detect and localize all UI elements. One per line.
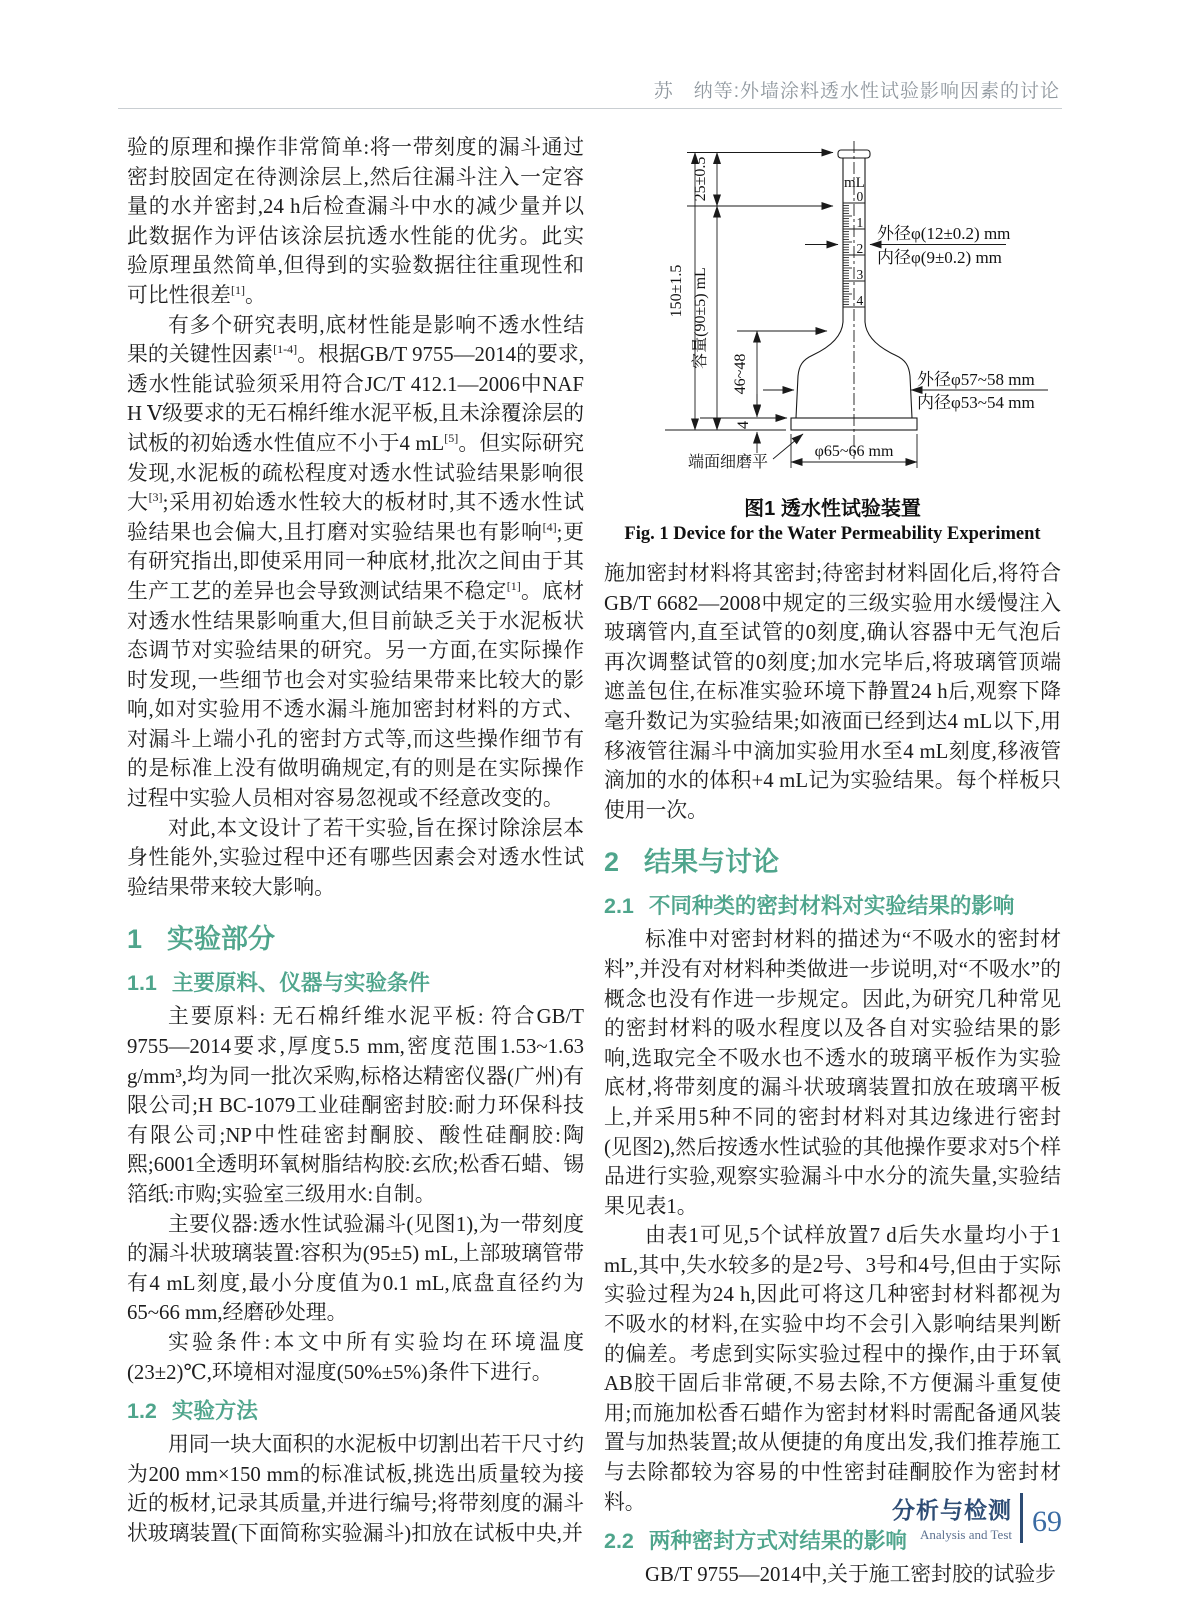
section-title: 两种密封方式对结果的影响 (648, 1529, 907, 1554)
dim-bell-inner: 内径φ53~54 mm (917, 393, 1035, 412)
header-rule (118, 108, 1062, 109)
section-number: 1 (127, 924, 143, 955)
figure-caption-en: Fig. 1 Device for the Water Permeability Experiment (624, 524, 1041, 544)
journal-name-en: Analysis and Test (919, 1527, 1012, 1542)
figure-1 (604, 133, 1061, 545)
section-heading-1-2 (127, 1394, 584, 1425)
tick-label-4: 4 (856, 293, 864, 308)
section-heading-2-1 (604, 889, 1061, 920)
paragraph: GB/T 9755—2014中,关于施工密封胶的试验步 (645, 1563, 1056, 1587)
dim-bell-height: 46~48 (732, 353, 749, 395)
ground-face-annotation (688, 434, 803, 471)
journal-footer (892, 1492, 1062, 1543)
paragraph: 施加密封材料将其密封;待密封材料固化后,将符合GB/T 6682—2008中规定的三级实验用水缓慢注入玻璃管内,直至试管的0刻度,确认容器中无气泡后再次调整试管的0刻度;加水完毕后,将玻璃管顶端遮盖包住,在标准实验环境下静置24 h后,观察下降毫升数记为实验结果;如液面已经到达4 mL以下,用移液管往漏斗中滴加实验用水至4 mL刻度,移液管滴加的水的体积+4 mL记为实验结果。每个样板只使用一次。 (604, 562, 1061, 822)
right-column (604, 133, 1061, 1590)
tick-label-1: 1 (856, 215, 864, 230)
left-column (127, 133, 584, 1549)
tube-diameter-annotation (805, 224, 1010, 267)
section-title: 实验部分 (167, 924, 276, 955)
section-title: 实验方法 (171, 1399, 258, 1424)
paragraph: 用同一块大面积的水泥板中切割出若干尺寸约为200 mm×150 mm的标准试板,挑选出质量较为接近的板材,记录其质量,并进行编号;将带刻度的漏斗状玻璃装置(下面简称实验漏斗)扣放在试板中央,并 (127, 1433, 584, 1545)
dim-base-diameter: φ65~66 mm (814, 443, 894, 460)
dim-overall-height: 150±1.5 (668, 264, 685, 318)
paragraph: 主要原料: 无石棉纤维水泥平板: 符合GB/T 9755—2014要求,厚度5.5 mm,密度范围1.53~1.63 g/mm³,均为同一批次采购,标格达精密仪器(广州)有限公司;H BC-1079工业硅酮密封胶:耐力环保科技有限公司;NP中性硅密封酮胶、酸性硅酮胶:陶熙;6001全透明环氧树脂结构胶:玄欣;松香石蜡、锡箔纸:市购;实验室三级用水:自制。 (127, 1005, 584, 1206)
section-number: 1.1 (127, 971, 157, 996)
tick-label-2: 2 (856, 241, 864, 256)
section-number: 1.2 (127, 1399, 157, 1424)
figure-caption-cn: 图1 透水性试验装置 (744, 498, 921, 520)
page-number: 69 (1032, 1504, 1062, 1538)
dim-capacity: 容量(90±5) mL (692, 267, 709, 369)
section-number: 2.1 (604, 894, 634, 919)
dim-top-section: 25±0.5 (692, 156, 709, 202)
dim-tube-inner: 内径φ(9±0.2) mm (877, 248, 1002, 267)
section-heading-2 (604, 840, 1061, 879)
tick-label-0: 0 (856, 189, 864, 204)
section-title: 主要原料、仪器与实验条件 (171, 971, 430, 996)
section-heading-1-1 (127, 966, 584, 997)
tick-label-3: 3 (856, 267, 864, 282)
ground-face-label: 端面细磨平 (688, 454, 769, 471)
paragraph: 由表1可见,5个试样放置7 d后失水量均小于1 mL,其中,失水较多的是2号、3号和4号,但由于实际实验过程为24 h,因此可将这几种密封材料都视为不吸水的材料,在实验中均不会引入影响结果判断的偏差。考虑到实际实验过程中的操作,由于环氧AB胶干固后非常硬,不易去除,不方便漏斗重复使用;而施加松香石蜡作为密封材料时需配备通风装置与加热装置;故从便捷的角度出发,我们推荐施工与去除都较为容易的中性密封硅酮胶作为密封材料。 (604, 1224, 1061, 1514)
section-heading-1 (127, 917, 584, 956)
paragraph: 有多个研究表明,底材性能是影响不透水性结果的关键性因素[1-4]。根据GB/T 9755—2014的要求,透水性能试验须采用符合JC/T 412.1—2006中NAF H Ⅴ级要求的无石棉纤维水泥平板,且未涂覆涂层的试板的初始透水性值应不小于4 mL[5]。但实际研究发现,水泥板的疏松程度对透水性试验结果影响很大[3];采用初始透水性较大的板材时,其不透水性试验结果也会偏大,且打磨对实验结果也有影响[4];更有研究指出,即使采用同一种底材,批次之间由于其生产工艺的差异也会导致测试结果不稳定[1]。底材对透水性结果影响重大,但目前缺乏关于水泥板状态调节对实验结果的研究。另一方面,在实际操作时发现,一些细节也会对实验结果带来比较大的影响,如对实验用不透水漏斗施加密封材料的方式、对漏斗上端小孔的密封方式等,而这些操作细节有的是标准上没有做明确规定,有的则是在实际操作过程中实验人员相对容易忽视或不经意改变的。 (127, 313, 585, 811)
paragraph: 对此,本文设计了若干实验,旨在探讨除涂层本身性能外,实验过程中还有哪些因素会对透水性试验结果带来较大影响。 (127, 816, 584, 899)
dimension-lines-left (665, 153, 833, 454)
paragraph: 验的原理和操作非常简单:将一带刻度的漏斗通过密封胶固定在待测涂层上,然后往漏斗注入一定容量的水并密封,24 h后检查漏斗中水的减少量并以此数据作为评估该涂层抗透水性能的优劣。此实验原理虽然简单,但得到的实验数据往往重现性和可比性很差[1]。 (127, 136, 584, 307)
bell-diameter-annotation (763, 370, 1048, 412)
paragraph: 实验条件:本文中所有实验均在环境温度(23±2)℃,环境相对湿度(50%±5%)条件下进行。 (127, 1330, 584, 1384)
section-number: 2 (604, 847, 620, 878)
scale-unit-label: mL (844, 175, 865, 191)
figure-device-diagram (604, 133, 1061, 485)
running-head: 苏 纳等:外墙涂料透水性试验影响因素的讨论 (653, 81, 1060, 102)
footer-divider (1020, 1493, 1023, 1543)
section-title: 不同种类的密封材料对实验结果的影响 (648, 894, 1015, 919)
journal-name-block (892, 1492, 1012, 1543)
dim-tube-outer: 外径φ(12±0.2) mm (877, 224, 1011, 243)
dim-bell-outer: 外径φ57~58 mm (917, 370, 1035, 389)
dim-flange-thickness: 4 (735, 421, 752, 429)
journal-name-cn: 分析与检测 (892, 1497, 1012, 1523)
paragraph: 标准中对密封材料的描述为“不吸水的密封材料”,并没有对材料种类做进一步说明,对“不吸水”的概念也没有作进一步规定。因此,为研究几种常见的密封材料的吸水程度以及各自对实验结果的影响,选取完全不吸水也不透水的玻璃平板作为实验底材,将带刻度的漏斗状玻璃装置扣放在玻璃平板上,并采用5种不同的密封材料对其边缘进行密封(见图2),然后按透水性试验的其他操作要求对5个样品进行实验,观察实验漏斗中水分的流失量,实验结果见表1。 (604, 928, 1061, 1218)
paragraph: 主要仪器:透水性试验漏斗(见图1),为一带刻度的漏斗状玻璃装置:容积为(95±5) mL,上部玻璃管带有4 mL刻度,最小分度值为0.1 mL,底盘直径约为65~66 mm,经磨砂处理。 (127, 1212, 584, 1325)
section-title: 结果与讨论 (644, 847, 780, 878)
section-number: 2.2 (604, 1529, 634, 1554)
